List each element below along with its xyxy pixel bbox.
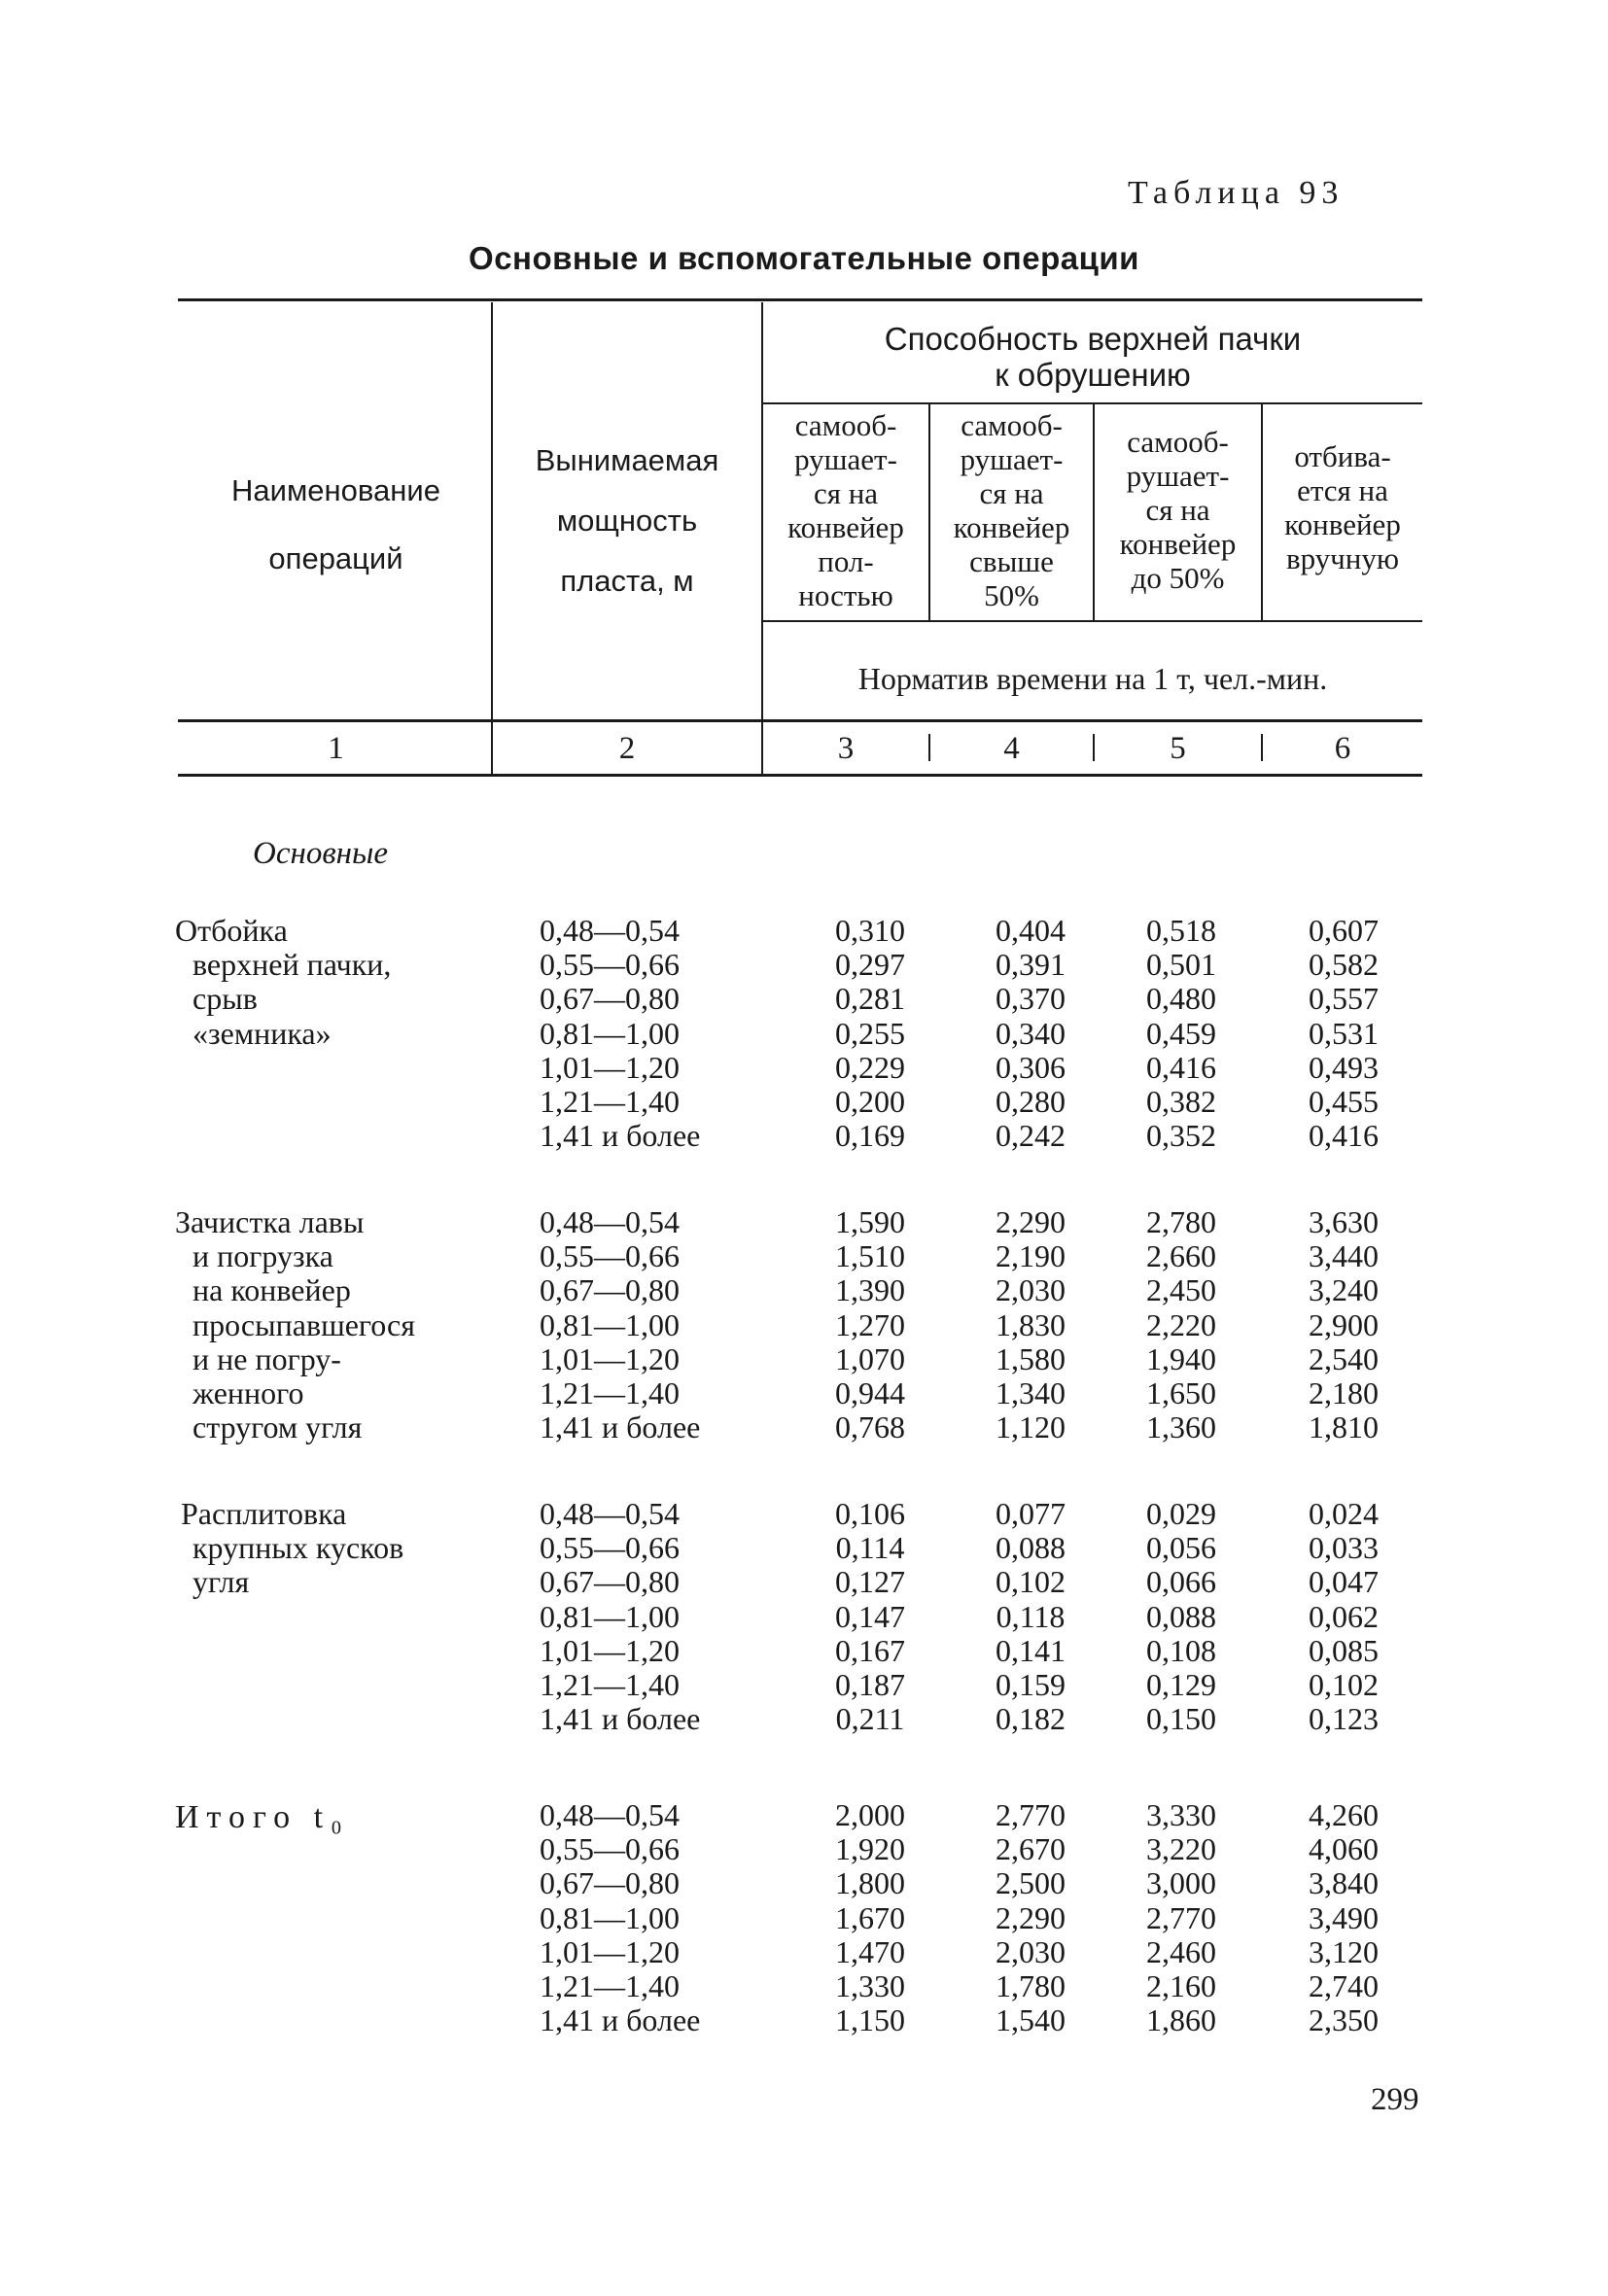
value-cell: 1,360 (1146, 1409, 1216, 1445)
value-cell: 0,047 (1309, 1564, 1379, 1600)
range-cell: 1,41 и более (540, 1701, 701, 1737)
header-sub5-line: самооб- (1127, 425, 1229, 459)
value-cell: 3,240 (1309, 1272, 1379, 1308)
range-cell: 0,67—0,80 (540, 1564, 680, 1600)
header-sub3-line: самооб- (794, 408, 897, 442)
header-sub6-line: ется на (1297, 473, 1388, 507)
header-sub5-line: до 50% (1131, 561, 1225, 595)
value-cell: 2,000 (835, 1797, 905, 1832)
value-cell: 0,147 (835, 1598, 905, 1634)
range-cell: 1,01—1,20 (540, 1340, 680, 1376)
value-column-3 (807, 1205, 933, 1444)
value-column-4 (967, 1205, 1094, 1444)
header-sub5-line: ся на (1145, 493, 1210, 527)
value-column-6 (1280, 1205, 1407, 1444)
value-cell: 0,480 (1146, 981, 1216, 1017)
range-cell: 0,55—0,66 (540, 1530, 680, 1566)
range-cell: 0,55—0,66 (540, 1831, 680, 1867)
header-col1 (183, 457, 489, 593)
operation-name (181, 1497, 403, 1600)
value-cell: 1,940 (1146, 1340, 1216, 1376)
header-sub4-line: самооб- (961, 408, 1063, 442)
range-column (540, 1205, 700, 1444)
numbers-bottom-rule (178, 774, 1422, 777)
total-label (175, 1800, 350, 1834)
value-cell: 0,557 (1309, 981, 1379, 1017)
range-cell: 0,55—0,66 (540, 947, 680, 983)
value-cell: 0,255 (835, 1015, 905, 1051)
value-cell: 1,920 (835, 1831, 905, 1867)
value-cell: 0,182 (996, 1701, 1066, 1737)
header-bottom-rule (178, 719, 1422, 722)
value-column-6 (1280, 1497, 1407, 1736)
value-cell: 0,582 (1309, 947, 1379, 983)
value-cell: 0,416 (1146, 1049, 1216, 1085)
range-cell: 1,41 и более (540, 2002, 701, 2038)
value-cell: 0,066 (1146, 1564, 1216, 1600)
header-sub4-line: рушает- (960, 442, 1064, 476)
value-cell: 0,029 (1146, 1496, 1216, 1531)
value-column-3 (807, 1497, 933, 1736)
operation-name-line: Расплитовка (181, 1496, 347, 1531)
value-cell: 0,281 (835, 981, 905, 1017)
value-cell: 1,340 (996, 1375, 1066, 1411)
header-col2-line: Вынимаемая (535, 443, 719, 477)
value-column-4 (967, 914, 1094, 1153)
operation-name-line: женного (192, 1375, 304, 1411)
value-cell: 3,220 (1146, 1831, 1216, 1867)
value-column-5 (1118, 1205, 1244, 1444)
value-cell: 0,200 (835, 1084, 905, 1120)
value-cell: 0,167 (835, 1632, 905, 1668)
value-cell: 0,141 (996, 1632, 1066, 1668)
operation-name-line: и погрузка (192, 1238, 333, 1274)
value-cell: 1,810 (1309, 1409, 1379, 1445)
value-cell: 0,416 (1309, 1118, 1379, 1154)
value-cell: 0,169 (835, 1118, 905, 1154)
operation-name-line: угля (192, 1564, 250, 1600)
value-cell: 1,470 (835, 1933, 905, 1969)
header-sub6-line: конвейер (1284, 507, 1401, 541)
value-cell: 3,440 (1309, 1238, 1379, 1274)
range-cell: 1,21—1,40 (540, 1084, 680, 1120)
range-cell: 0,48—0,54 (540, 1204, 680, 1239)
column-number: 2 (618, 731, 636, 766)
value-cell: 1,510 (835, 1238, 905, 1274)
value-column-3 (807, 914, 933, 1153)
header-group-line: к обрушению (995, 357, 1191, 393)
value-cell: 2,900 (1309, 1306, 1379, 1342)
value-cell: 1,390 (835, 1272, 905, 1308)
value-cell: 0,056 (1146, 1530, 1216, 1566)
value-cell: 2,290 (996, 1899, 1066, 1935)
value-column-5 (1118, 1798, 1244, 2037)
value-cell: 3,490 (1309, 1899, 1379, 1935)
range-cell: 0,67—0,80 (540, 1272, 680, 1308)
col1-divider (491, 302, 493, 774)
table-title: Основные и вспомогательные операции (469, 240, 1139, 276)
header-sub4-line: свыше (969, 544, 1054, 578)
value-cell: 3,840 (1309, 1865, 1379, 1901)
operation-name (175, 914, 391, 1051)
header-group-line: Способность верхней пачки (884, 321, 1302, 357)
value-cell: 1,780 (996, 1968, 1066, 2004)
operation-name-line: и не погру- (192, 1340, 341, 1376)
value-column-6 (1280, 914, 1407, 1153)
value-cell: 0,455 (1309, 1084, 1379, 1120)
value-cell: 2,160 (1146, 1968, 1216, 2004)
range-column (540, 914, 700, 1153)
range-cell: 1,01—1,20 (540, 1049, 680, 1085)
header-sub5-line: рушает- (1126, 459, 1230, 493)
range-cell: 0,81—1,00 (540, 1306, 680, 1342)
value-cell: 1,590 (835, 1204, 905, 1239)
value-cell: 2,190 (996, 1238, 1066, 1274)
range-column (540, 1798, 700, 2037)
operation-name-line: верхней пачки, (192, 947, 392, 983)
value-cell: 0,118 (996, 1598, 1066, 1634)
range-cell: 1,41 и более (540, 1409, 701, 1445)
header-group (763, 321, 1422, 393)
value-cell: 0,768 (835, 1409, 905, 1445)
range-cell: 0,67—0,80 (540, 981, 680, 1017)
value-cell: 0,310 (835, 913, 905, 948)
value-cell: 0,382 (1146, 1084, 1216, 1120)
range-cell: 0,55—0,66 (540, 1238, 680, 1274)
value-cell: 1,580 (996, 1340, 1066, 1376)
page-number: 299 (1371, 2082, 1419, 2117)
header-sub3-line: ностью (798, 578, 893, 612)
operation-name (175, 1205, 415, 1444)
header-sub5 (1095, 425, 1261, 595)
value-cell: 0,306 (996, 1049, 1066, 1085)
header-sub3-line: пол- (818, 544, 874, 578)
value-cell: 0,607 (1309, 913, 1379, 948)
operation-name-line: на конвейер (192, 1272, 351, 1308)
value-cell: 0,229 (835, 1049, 905, 1085)
value-cell: 4,060 (1309, 1831, 1379, 1867)
top-rule (178, 298, 1422, 301)
header-sub3-line: конвейер (787, 510, 904, 544)
value-cell: 0,033 (1309, 1530, 1379, 1566)
value-cell: 0,404 (996, 913, 1066, 948)
value-cell: 0,106 (835, 1496, 905, 1531)
header-col2-line: мощность (556, 504, 698, 538)
value-column-3 (807, 1798, 933, 2037)
value-cell: 1,830 (996, 1306, 1066, 1342)
range-cell: 1,21—1,40 (540, 1667, 680, 1703)
range-cell: 0,48—0,54 (540, 1496, 680, 1531)
value-cell: 1,120 (996, 1409, 1066, 1445)
header-sub3-line: рушает- (794, 442, 897, 476)
value-cell: 0,108 (1146, 1632, 1216, 1668)
value-cell: 0,102 (1309, 1667, 1379, 1703)
value-cell: 3,330 (1146, 1797, 1216, 1832)
column-number: 4 (1003, 731, 1020, 766)
value-cell: 2,770 (1146, 1899, 1216, 1935)
value-cell: 0,370 (996, 981, 1066, 1017)
header-sub6 (1263, 439, 1422, 575)
header-norm: Норматив времени на 1 т, чел.-мин. (857, 661, 1328, 696)
value-cell: 0,127 (835, 1564, 905, 1600)
value-cell: 2,030 (996, 1933, 1066, 1969)
value-column-4 (967, 1497, 1094, 1736)
value-cell: 1,270 (835, 1306, 905, 1342)
value-cell: 0,459 (1146, 1015, 1216, 1051)
value-cell: 0,129 (1146, 1667, 1216, 1703)
value-cell: 0,352 (1146, 1118, 1216, 1154)
range-cell: 1,21—1,40 (540, 1375, 680, 1411)
operation-name-line: Зачистка лавы (175, 1204, 365, 1239)
operation-name-line: крупных кусков (192, 1530, 404, 1566)
header-sub6-line: вручную (1285, 541, 1400, 575)
value-cell: 1,150 (835, 2002, 905, 2038)
value-cell: 0,211 (835, 1701, 905, 1737)
value-cell: 1,800 (835, 1865, 905, 1901)
column-number: 6 (1334, 731, 1351, 766)
value-cell: 0,102 (996, 1564, 1066, 1600)
operation-name-line: срыв (192, 981, 258, 1017)
value-cell: 2,290 (996, 1204, 1066, 1239)
table-caption: Таблица 93 (1128, 175, 1345, 211)
value-cell: 0,280 (996, 1084, 1066, 1120)
value-cell: 3,120 (1309, 1933, 1379, 1969)
value-cell: 2,770 (996, 1797, 1066, 1832)
value-cell: 2,780 (1146, 1204, 1216, 1239)
header-sub5-line: конвейер (1119, 527, 1237, 561)
header-sub4-line: 50% (984, 578, 1039, 612)
value-cell: 2,450 (1146, 1272, 1216, 1308)
value-cell: 0,077 (996, 1496, 1066, 1531)
operation-name-line: «земника» (192, 1015, 332, 1051)
header-col1-line: Наименование (231, 473, 440, 507)
value-cell: 3,630 (1309, 1204, 1379, 1239)
value-column-4 (967, 1798, 1094, 2037)
value-cell: 2,500 (996, 1865, 1066, 1901)
value-cell: 0,159 (996, 1667, 1066, 1703)
column-number: 5 (1170, 731, 1186, 766)
range-column (540, 1497, 700, 1736)
range-cell: 0,81—1,00 (540, 1598, 680, 1634)
range-cell: 1,41 и более (540, 1118, 701, 1154)
value-cell: 1,540 (996, 2002, 1066, 2038)
header-sub4 (930, 408, 1093, 612)
header-sub3 (763, 408, 928, 612)
total-label-line: Итого t₀ (175, 1799, 350, 1835)
value-cell: 0,340 (996, 1015, 1066, 1051)
header-sub6-line: отбива- (1294, 439, 1391, 473)
value-cell: 0,150 (1146, 1701, 1216, 1737)
range-cell: 0,81—1,00 (540, 1899, 680, 1935)
value-cell: 4,260 (1309, 1797, 1379, 1832)
value-cell: 1,860 (1146, 2002, 1216, 2038)
header-sub3-line: ся на (813, 476, 879, 510)
value-cell: 0,493 (1309, 1049, 1379, 1085)
header-col1-line: операций (268, 541, 403, 575)
range-cell: 0,67—0,80 (540, 1865, 680, 1901)
value-cell: 2,740 (1309, 1968, 1379, 2004)
value-cell: 0,391 (996, 947, 1066, 983)
value-cell: 2,540 (1309, 1340, 1379, 1376)
value-cell: 3,000 (1146, 1865, 1216, 1901)
operation-name-line: просыпавшегося (192, 1306, 415, 1342)
value-cell: 2,460 (1146, 1933, 1216, 1969)
value-cell: 0,062 (1309, 1598, 1379, 1634)
value-cell: 0,114 (835, 1530, 905, 1566)
header-col2-line: пласта, м (560, 564, 694, 598)
value-cell: 1,670 (835, 1899, 905, 1935)
operation-name-line: Отбойка (175, 913, 288, 948)
value-cell: 2,670 (996, 1831, 1066, 1867)
range-cell: 0,48—0,54 (540, 1797, 680, 1832)
value-cell: 2,220 (1146, 1306, 1216, 1342)
header-col2 (494, 431, 760, 611)
value-cell: 2,030 (996, 1272, 1066, 1308)
range-cell: 0,48—0,54 (540, 913, 680, 948)
value-cell: 0,518 (1146, 913, 1216, 948)
value-cell: 2,180 (1309, 1375, 1379, 1411)
value-cell: 0,531 (1309, 1015, 1379, 1051)
value-cell: 0,501 (1146, 947, 1216, 983)
range-cell: 1,21—1,40 (540, 1968, 680, 2004)
value-cell: 0,024 (1309, 1496, 1379, 1531)
header-sub4-line: конвейер (953, 510, 1070, 544)
range-cell: 1,01—1,20 (540, 1933, 680, 1969)
value-cell: 0,187 (835, 1667, 905, 1703)
operation-name-line: стругом угля (192, 1409, 363, 1445)
range-cell: 0,81—1,00 (540, 1015, 680, 1051)
column-number: 3 (837, 731, 855, 766)
subcol-bottom-rule (763, 620, 1422, 622)
value-column-5 (1118, 914, 1244, 1153)
value-cell: 0,085 (1309, 1632, 1379, 1668)
value-column-5 (1118, 1497, 1244, 1736)
value-cell: 0,297 (835, 947, 905, 983)
value-column-6 (1280, 1798, 1407, 2037)
value-cell: 2,660 (1146, 1238, 1216, 1274)
value-cell: 0,088 (996, 1530, 1066, 1566)
column-number: 1 (328, 731, 344, 766)
value-cell: 1,330 (835, 1968, 905, 2004)
header-sub4-line: ся на (979, 476, 1044, 510)
value-cell: 1,650 (1146, 1375, 1216, 1411)
value-cell: 1,070 (835, 1340, 905, 1376)
value-cell: 2,350 (1309, 2002, 1379, 2038)
value-cell: 0,088 (1146, 1598, 1216, 1634)
range-cell: 1,01—1,20 (540, 1632, 680, 1668)
value-cell: 0,123 (1309, 1701, 1379, 1737)
value-cell: 0,944 (835, 1375, 905, 1411)
value-cell: 0,242 (996, 1118, 1066, 1154)
section-label: Основные (253, 836, 389, 871)
